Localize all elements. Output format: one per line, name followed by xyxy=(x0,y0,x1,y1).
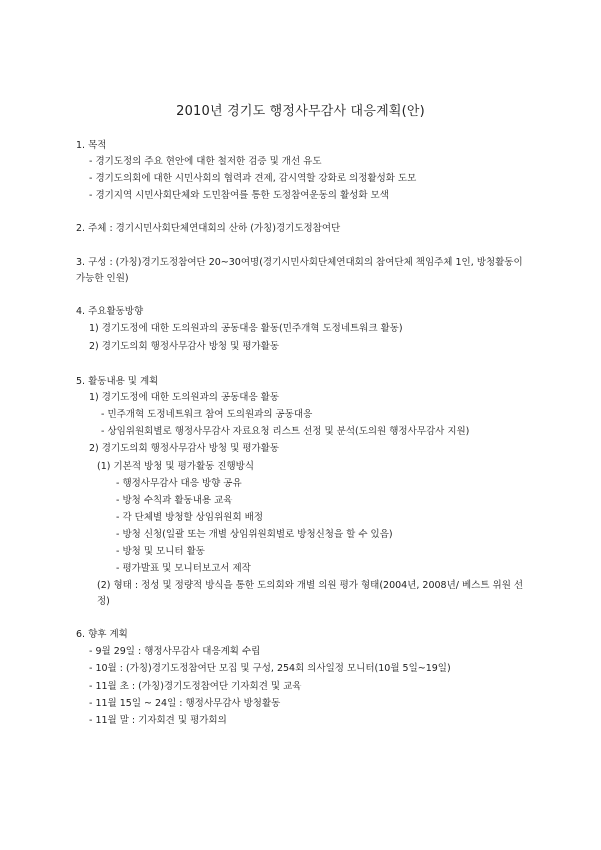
section-1-item: - 경기도정의 주요 현안에 대한 철저한 검증 및 개선 유도 xyxy=(89,156,322,167)
section-6-heading: 6. 향후 계획 xyxy=(76,629,128,640)
section-5-bullet: - 행정사무감사 대응 방향 공유 xyxy=(116,478,242,489)
section-2-text: 2. 주체 : 경기시민사회단체연대회의 산하 (가칭)경기도정참여단 xyxy=(76,223,341,234)
section-1-heading: 1. 목적 xyxy=(76,140,107,151)
section-3-text: 3. 구성 : (가칭)경기도정참여단 20~30여명(경기시민사회단체연대회의 참여단체 책임주체 1인, 방청활동이 가능한 인원) xyxy=(76,257,523,284)
section-6-item: - 9월 29일 : 행정사무감사 대응계획 수립 xyxy=(89,646,261,657)
section-5-bullet: - 방청 신청(일괄 또는 개별 상임위원회별로 방청신청을 할 수 있음) xyxy=(116,529,393,540)
section-4-item: 2) 경기도의회 행정사무감사 방청 및 평가활동 xyxy=(89,341,280,352)
section-5-subitem: - 민주개혁 도정네트워크 참여 도의원과의 공동대응 xyxy=(101,409,313,420)
section-5-subheading: (2) 형태 : 정성 및 정량적 방식을 통한 도의회와 개별 의원 평가 형태(2004년, 2008년/ 베스트 위원 선정) xyxy=(97,580,524,607)
section-5-bullet: - 방청 수칙과 활동내용 교육 xyxy=(116,495,233,506)
section-6-item: - 11월 15일 ~ 24일 : 행정사무감사 방청활동 xyxy=(89,698,281,709)
section-1-item: - 경기도의회에 대한 시민사회의 협력과 견제, 감시역할 강화로 의정활성화 도모 xyxy=(89,173,417,184)
section-5-item: 2) 경기도의회 행정사무감사 방청 및 평가활동 xyxy=(89,443,280,454)
document-title: 2010년 경기도 행정사무감사 대응계획(안) xyxy=(176,104,425,119)
section-5-heading: 5. 활동내용 및 계획 xyxy=(76,376,159,387)
section-5-bullet: - 방청 및 모니터 활동 xyxy=(116,546,205,557)
section-1-item: - 경기지역 시민사회단체와 도민참여를 통한 도정참여운동의 활성화 모색 xyxy=(89,190,389,201)
section-6-item: - 11월 초 : (가칭)경기도정참여단 기자회견 및 교육 xyxy=(89,681,302,692)
section-5-bullet: - 각 단체별 방청할 상임위원회 배정 xyxy=(116,512,264,523)
section-4-item: 1) 경기도정에 대한 도의원과의 공동대응 활동(민주개혁 도정네트워크 활동) xyxy=(89,323,403,334)
section-5-item: 1) 경기도정에 대한 도의원과의 공동대응 활동 xyxy=(89,392,280,403)
section-6-item: - 11월 말 : 기자회견 및 평가회의 xyxy=(89,715,227,726)
section-5-subitem: - 상임위원회별로 행정사무감사 자료요청 리스트 선정 및 분석(도의원 행정사무감사 지원) xyxy=(101,426,470,437)
section-5-bullet: - 평가발표 및 모니터보고서 제작 xyxy=(116,563,251,574)
section-6-item: - 10월 : (가칭)경기도정참여단 모집 및 구성, 254회 의사일정 모니터(10월 5일~19일) xyxy=(89,663,451,674)
section-4-heading: 4. 주요활동방향 xyxy=(76,306,144,317)
section-5-subheading: (1) 기본적 방청 및 평가활동 진행방식 xyxy=(97,461,255,472)
